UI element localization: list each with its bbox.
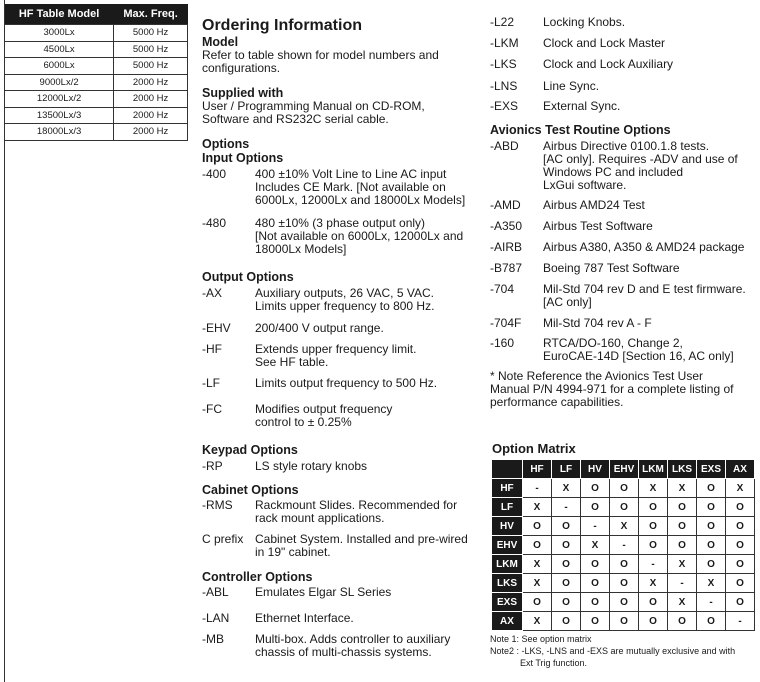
avionics-option-description-line: LxGui software. <box>543 178 627 192</box>
cabinet-option-description-line: in 19" cabinet. <box>255 545 331 559</box>
option-matrix-cell: X <box>581 536 610 555</box>
misc-option-description <box>543 100 743 113</box>
avionics-option-description-line: Mil-Std 704 rev D and E test firmware. <box>543 282 746 296</box>
hf-table-row <box>5 25 188 42</box>
cabinet-option-description-line: Cabinet System. Installed and pre-wired <box>255 532 468 546</box>
output-option-description-line: See HF table. <box>255 355 329 369</box>
controller-options-heading: Controller Options <box>202 570 313 584</box>
option-matrix <box>491 459 755 631</box>
option-matrix-column-header: LF <box>552 460 581 479</box>
option-matrix-cell: O <box>581 479 610 498</box>
keypad-option-item <box>202 460 485 473</box>
output-option-description-line: Limits output frequency to 500 Hz. <box>255 376 438 390</box>
avionics-note <box>490 370 755 409</box>
keypad-option-description <box>255 460 485 473</box>
misc-option-description-line: Clock and Lock Auxiliary <box>543 57 674 71</box>
controller-option-code: -MB <box>202 632 224 646</box>
model-text-line: configurations. <box>202 61 281 75</box>
avionics-option-description <box>543 283 748 309</box>
avionics-option-description <box>543 140 748 192</box>
misc-option-description <box>543 58 743 71</box>
option-matrix-row <box>492 498 755 517</box>
avionics-option-description <box>543 337 748 363</box>
cabinet-option-description-line: Rackmount Slides. Recommended for <box>255 498 458 512</box>
avionics-heading: Avionics Test Routine Options <box>490 123 671 137</box>
avionics-option-item <box>490 283 748 309</box>
misc-option-code: -EXS <box>490 99 519 113</box>
avionics-option-code: -AMD <box>490 198 521 212</box>
cabinet-option-code: -RMS <box>202 498 233 512</box>
option-matrix-header-row <box>492 460 755 479</box>
misc-option-code: -LKM <box>490 36 519 50</box>
avionics-option-code: -A350 <box>490 219 523 233</box>
option-matrix-cell: O <box>726 593 755 612</box>
hf-table-header-model: HF Table Model <box>5 4 114 25</box>
hf-table-freq-cell: 5000 Hz <box>114 25 188 42</box>
keypad-option-description-line: LS style rotary knobs <box>255 459 368 473</box>
output-option-description <box>255 322 485 335</box>
output-option-description <box>255 343 485 369</box>
option-matrix-row-header: AX <box>492 612 523 631</box>
hf-table-model-cell: 12000Lx/2 <box>5 91 114 108</box>
avionics-option-item <box>490 337 748 363</box>
hf-table-freq-cell: 5000 Hz <box>114 41 188 58</box>
option-matrix-cell: X <box>610 517 639 536</box>
option-matrix-column-header: LKM <box>639 460 668 479</box>
hf-table-model-cell: 13500Lx/3 <box>5 107 114 124</box>
option-matrix-cell: X <box>523 612 552 631</box>
option-matrix-cell: O <box>552 574 581 593</box>
keypad-option-code: -RP <box>202 459 223 473</box>
model-heading: Model <box>202 35 239 49</box>
option-matrix-row <box>492 612 755 631</box>
controller-option-code: -ABL <box>202 585 229 599</box>
avionics-option-description <box>543 241 748 254</box>
option-matrix-cell: X <box>523 555 552 574</box>
avionics-option-description-line: Mil-Std 704 rev A - F <box>543 316 652 330</box>
avionics-option-code: -704 <box>490 282 515 296</box>
avionics-option-description-line: Airbus Directive 0100.1.8 tests. <box>543 139 710 153</box>
option-matrix-cell: - <box>581 517 610 536</box>
input-option-description-line: 480 ±10% (3 phase output only) <box>255 216 426 230</box>
option-matrix-row-header: LKS <box>492 574 523 593</box>
avionics-option-description <box>543 262 748 275</box>
model-text-line: Refer to table shown for model numbers and <box>202 48 439 62</box>
misc-option-item <box>490 80 743 93</box>
option-matrix-cell: O <box>581 593 610 612</box>
option-matrix-body <box>492 479 755 631</box>
matrix-note-2-line: Note2 : -LKS, -LNS and -EXS are mutually exclusive and with <box>490 646 736 656</box>
hf-table-row <box>5 41 188 58</box>
controller-option-description <box>255 633 485 659</box>
cabinet-options-heading: Cabinet Options <box>202 483 299 497</box>
option-matrix-cell: O <box>552 593 581 612</box>
controller-option-item <box>202 612 485 625</box>
input-option-description-line: 400 ±10% Volt Line to Line AC input <box>255 167 447 181</box>
avionics-option-description-line: Airbus Test Software <box>543 219 653 233</box>
hf-table <box>4 4 188 141</box>
option-matrix-cell: - <box>552 498 581 517</box>
option-matrix-column-header: HF <box>523 460 552 479</box>
controller-option-item <box>202 633 485 659</box>
hf-table-body <box>5 25 188 141</box>
controller-option-description-line: Multi-box. Adds controller to auxiliary <box>255 632 451 646</box>
option-matrix-cell: O <box>668 612 697 631</box>
option-matrix-cell: O <box>552 536 581 555</box>
hf-table-model-cell: 18000Lx/3 <box>5 124 114 141</box>
hf-table-row <box>5 58 188 75</box>
controller-option-description-line: Emulates Elgar SL Series <box>255 585 392 599</box>
option-matrix-cell: O <box>697 479 726 498</box>
supplied-section <box>202 86 482 126</box>
option-matrix-row <box>492 517 755 536</box>
output-option-description-line: Modifies output frequency <box>255 402 393 416</box>
option-matrix-cell: O <box>726 555 755 574</box>
avionics-option-description-line: Airbus A380, A350 & AMD24 package <box>543 240 745 254</box>
option-matrix-cell: O <box>552 612 581 631</box>
model-section <box>202 35 482 75</box>
avionics-option-description <box>543 317 748 330</box>
cabinet-option-item <box>202 533 485 559</box>
avionics-option-description-line: EuroCAE-14D [Section 16, AC only] <box>543 349 734 363</box>
output-option-code: -LF <box>202 376 220 390</box>
hf-table-header-freq: Max. Freq. <box>114 4 188 25</box>
input-options-heading: Input Options <box>202 151 284 165</box>
option-matrix-cell: O <box>552 555 581 574</box>
output-option-code: -HF <box>202 342 222 356</box>
output-option-code: -FC <box>202 402 222 416</box>
option-matrix-row <box>492 555 755 574</box>
option-matrix-cell: O <box>581 555 610 574</box>
option-matrix-row-header: HF <box>492 479 523 498</box>
option-matrix-cell: X <box>552 479 581 498</box>
avionics-heading-block <box>490 123 671 137</box>
hf-table-row <box>5 124 188 141</box>
options-heading: Options <box>202 137 250 151</box>
matrix-note-2-line: Ext Trig function. <box>520 658 588 668</box>
keypad-options-heading-block <box>202 443 298 457</box>
controller-option-description-line: Ethernet Interface. <box>255 611 354 625</box>
supplied-heading: Supplied with <box>202 86 284 100</box>
cabinet-options-heading-block <box>202 483 299 497</box>
output-option-description-line: Auxiliary outputs, 26 VAC, 5 VAC. <box>255 286 434 300</box>
option-matrix-cell: X <box>726 479 755 498</box>
cabinet-option-description <box>255 533 485 559</box>
option-matrix-row <box>492 479 755 498</box>
avionics-option-item <box>490 262 748 275</box>
misc-option-description-line: Clock and Lock Master <box>543 36 666 50</box>
option-matrix-cell: O <box>726 517 755 536</box>
controller-option-code: -LAN <box>202 611 230 625</box>
hf-table-freq-cell: 2000 Hz <box>114 124 188 141</box>
option-matrix-cell: O <box>523 517 552 536</box>
avionics-option-description-line: [AC only]. Requires -ADV and use of <box>543 152 738 166</box>
hf-table-row <box>5 91 188 108</box>
hf-table-freq-cell: 2000 Hz <box>114 74 188 91</box>
controller-option-description <box>255 612 485 625</box>
option-matrix-row-header: HV <box>492 517 523 536</box>
option-matrix-cell: O <box>610 555 639 574</box>
option-matrix-cell: O <box>697 555 726 574</box>
hf-table-model-cell: 4500Lx <box>5 41 114 58</box>
output-option-description-line: control to ± 0.25% <box>255 415 352 429</box>
avionics-option-code: -AIRB <box>490 240 523 254</box>
output-option-description-line: 200/400 V output range. <box>255 321 384 335</box>
cabinet-option-code: C prefix <box>202 532 244 546</box>
supplied-text-line: User / Programming Manual on CD-ROM, <box>202 99 425 113</box>
hf-table-header-row <box>5 4 188 25</box>
option-matrix-cell: O <box>639 593 668 612</box>
avionics-option-description-line: Airbus AMD24 Test <box>543 198 645 212</box>
hf-table-freq-cell: 5000 Hz <box>114 58 188 75</box>
hf-table-row <box>5 107 188 124</box>
avionics-note-line: * Note Reference the Avionics Test User <box>490 369 703 383</box>
output-option-description <box>255 403 485 429</box>
option-matrix-cell: X <box>668 555 697 574</box>
controller-option-description-line: chassis of multi-chassis systems. <box>255 645 432 659</box>
output-option-description <box>255 377 485 390</box>
option-matrix-corner <box>492 460 523 479</box>
option-matrix-row-header: EHV <box>492 536 523 555</box>
controller-options-heading-block <box>202 570 312 584</box>
avionics-option-item <box>490 140 748 192</box>
option-matrix-cell: O <box>552 517 581 536</box>
option-matrix-row <box>492 536 755 555</box>
option-matrix-column-header: LKS <box>668 460 697 479</box>
output-option-code: -EHV <box>202 321 231 335</box>
option-matrix-cell: O <box>697 498 726 517</box>
input-option-code: -400 <box>202 167 227 181</box>
option-matrix-column-header: AX <box>726 460 755 479</box>
controller-option-item <box>202 586 485 599</box>
avionics-option-item <box>490 220 748 233</box>
ordering-title: Ordering Information <box>202 17 362 34</box>
avionics-option-description-line: [AC only] <box>543 295 592 309</box>
misc-option-description-line: External Sync. <box>543 99 621 113</box>
option-matrix-cell: O <box>668 536 697 555</box>
option-matrix-cell: O <box>610 593 639 612</box>
output-options-heading: Output Options <box>202 270 294 284</box>
input-option-code: -480 <box>202 216 227 230</box>
option-matrix-cell: O <box>610 498 639 517</box>
misc-option-item <box>490 58 743 71</box>
avionics-option-description-line: Windows PC and included <box>543 165 684 179</box>
hf-table-freq-cell: 2000 Hz <box>114 107 188 124</box>
option-matrix-cell: O <box>523 593 552 612</box>
misc-option-code: -LNS <box>490 79 518 93</box>
misc-option-code: -L22 <box>490 15 515 29</box>
option-matrix-row-header: LF <box>492 498 523 517</box>
cabinet-option-item <box>202 499 485 525</box>
output-option-item <box>202 403 485 429</box>
option-matrix-cell: X <box>523 498 552 517</box>
output-option-item <box>202 287 485 313</box>
controller-option-description <box>255 586 485 599</box>
input-option-description <box>255 217 485 256</box>
option-matrix-cell: - <box>726 612 755 631</box>
output-option-code: -AX <box>202 286 223 300</box>
misc-option-description <box>543 16 743 29</box>
avionics-option-code: -B787 <box>490 261 523 275</box>
output-option-item <box>202 343 485 369</box>
option-matrix-cell: X <box>668 593 697 612</box>
option-matrix-row-header: LKM <box>492 555 523 574</box>
option-matrix-cell: X <box>697 574 726 593</box>
option-matrix-cell: - <box>523 479 552 498</box>
input-option-description-line: 6000Lx, 12000Lx and 18000Lx Models] <box>255 193 466 207</box>
option-matrix-cell: X <box>639 479 668 498</box>
avionics-option-description <box>543 220 748 233</box>
option-matrix-cell: O <box>668 517 697 536</box>
supplied-text-line: Software and RS232C serial cable. <box>202 112 389 126</box>
option-matrix-column-header: EHV <box>610 460 639 479</box>
misc-option-item <box>490 37 743 50</box>
avionics-option-description-line: RTCA/DO-160, Change 2, <box>543 336 683 350</box>
option-matrix-cell: O <box>697 536 726 555</box>
avionics-option-item <box>490 317 748 330</box>
option-matrix-cell: O <box>610 479 639 498</box>
input-option-description-line: [Not available on 6000Lx, 12000Lx and <box>255 229 464 243</box>
avionics-option-item <box>490 199 748 212</box>
input-option-item <box>202 168 485 207</box>
option-matrix-cell: O <box>639 498 668 517</box>
hf-table-model-cell: 6000Lx <box>5 58 114 75</box>
option-matrix-title: Option Matrix <box>492 441 576 456</box>
option-matrix-cell: O <box>639 612 668 631</box>
option-matrix-cell: O <box>639 517 668 536</box>
output-option-description-line: Extends upper frequency limit. <box>255 342 417 356</box>
avionics-option-code: -704F <box>490 316 522 330</box>
avionics-option-item <box>490 241 748 254</box>
output-option-description <box>255 287 485 313</box>
cabinet-option-description-line: rack mount applications. <box>255 511 385 525</box>
output-options-heading-block <box>202 270 294 284</box>
option-matrix-cell: O <box>697 517 726 536</box>
option-matrix-cell: O <box>610 574 639 593</box>
avionics-option-code: -ABD <box>490 139 519 153</box>
misc-option-item <box>490 100 743 113</box>
output-option-item <box>202 377 485 390</box>
option-matrix-cell: O <box>726 574 755 593</box>
misc-option-description-line: Line Sync. <box>543 79 600 93</box>
avionics-option-description-line: Boeing 787 Test Software <box>543 261 680 275</box>
option-matrix-cell: O <box>581 574 610 593</box>
option-matrix-cell: - <box>697 593 726 612</box>
option-matrix-cell: O <box>523 536 552 555</box>
output-option-item <box>202 322 485 335</box>
input-option-description-line: 18000Lx Models] <box>255 242 347 256</box>
option-matrix-column-header: EXS <box>697 460 726 479</box>
input-option-description <box>255 168 485 207</box>
hf-table-model-cell: 3000Lx <box>5 25 114 42</box>
avionics-option-code: -160 <box>490 336 515 350</box>
misc-option-description <box>543 80 743 93</box>
options-heading-block <box>202 137 482 165</box>
option-matrix-cell: O <box>581 498 610 517</box>
option-matrix-row <box>492 593 755 612</box>
option-matrix-cell: - <box>639 555 668 574</box>
option-matrix-cell: - <box>610 536 639 555</box>
hf-table-row <box>5 74 188 91</box>
cabinet-option-description <box>255 499 485 525</box>
avionics-note-line: performance capabilities. <box>490 395 624 409</box>
misc-option-code: -LKS <box>490 57 517 71</box>
keypad-options-heading: Keypad Options <box>202 443 298 457</box>
avionics-option-description <box>543 199 748 212</box>
option-matrix-cell: O <box>726 536 755 555</box>
avionics-note-line: Manual P/N 4994-971 for a complete listing of <box>490 382 734 396</box>
option-matrix-column-header: HV <box>581 460 610 479</box>
misc-option-item <box>490 16 743 29</box>
input-option-item <box>202 217 485 256</box>
option-matrix-cell: X <box>523 574 552 593</box>
option-matrix-cell: X <box>668 479 697 498</box>
option-matrix-row <box>492 574 755 593</box>
option-matrix-cell: O <box>610 612 639 631</box>
option-matrix-cell: X <box>639 574 668 593</box>
misc-option-description-line: Locking Knobs. <box>543 15 626 29</box>
option-matrix-cell: - <box>668 574 697 593</box>
option-matrix-cell: O <box>581 612 610 631</box>
hf-table-model-cell: 9000Lx/2 <box>5 74 114 91</box>
ordering-header <box>202 17 482 35</box>
option-matrix-cell: O <box>668 498 697 517</box>
misc-option-description <box>543 37 743 50</box>
input-option-description-line: Includes CE Mark. [Not available on <box>255 180 446 194</box>
option-matrix-row-header: EXS <box>492 593 523 612</box>
hf-table-freq-cell: 2000 Hz <box>114 91 188 108</box>
option-matrix-cell: O <box>726 498 755 517</box>
matrix-note-1: Note 1: See option matrix <box>490 634 592 644</box>
option-matrix-cell: O <box>639 536 668 555</box>
option-matrix-cell: O <box>697 612 726 631</box>
output-option-description-line: Limits upper frequency to 800 Hz. <box>255 299 435 313</box>
